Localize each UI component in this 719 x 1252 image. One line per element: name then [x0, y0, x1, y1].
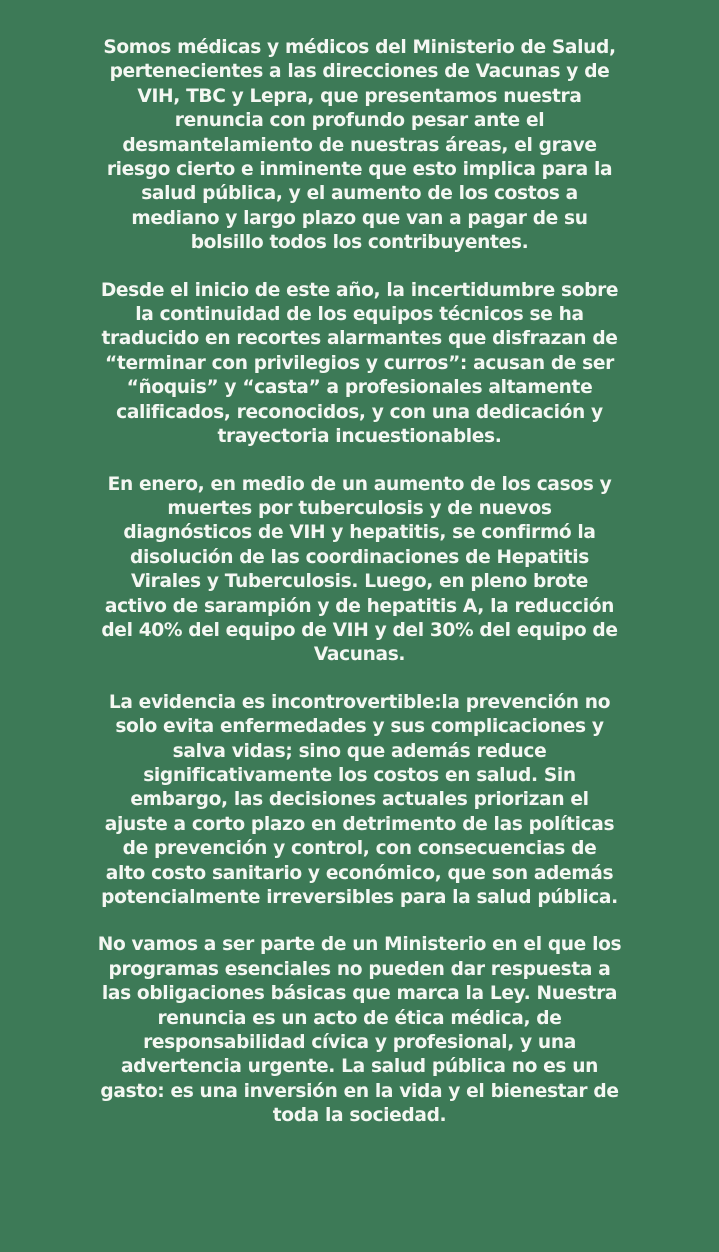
- text-line: salva vidas; sino que además reduce: [172, 740, 547, 762]
- text-line: ajuste a corto plazo en detrimento de las políticas: [104, 813, 615, 835]
- text-line: programas esenciales no pueden dar respuesta a: [108, 958, 611, 980]
- text-line: “terminar con privilegios y curros”: acusan de ser: [105, 352, 614, 374]
- text-line: embargo, las decisiones actuales priorizan el: [130, 789, 589, 811]
- text-line: Desde el inicio de este año, la incertidumbre sobre: [100, 279, 619, 301]
- paragraph-evidence: [0, 691, 719, 911]
- text-line: significativamente los costos en salud. Sin: [143, 764, 576, 786]
- text-line: activo de sarampión y de hepatitis A, la reducción: [104, 595, 615, 617]
- text-line: la continuidad de los equipos técnicos se ha: [135, 304, 584, 326]
- paragraph-conclusion: [0, 933, 719, 1128]
- text-line: trayectoria incuestionables.: [217, 426, 502, 448]
- text-line: Vacunas.: [313, 644, 406, 666]
- text-line: responsabilidad cívica y profesional, y una: [143, 1032, 576, 1054]
- text-line: gasto: es una inversión en la vida y el bienestar de: [100, 1080, 619, 1102]
- text-line: VIH, TBC y Lepra, que presentamos nuestra: [137, 85, 582, 107]
- text-line: Virales y Tuberculosis. Luego, en pleno brote: [130, 571, 589, 593]
- text-line: mediano y largo plazo que van a pagar de su: [131, 207, 588, 229]
- text-line: muertes por tuberculosis y de nuevos: [167, 497, 552, 519]
- text-line: traducido en recortes alarmantes que disfrazan de: [101, 328, 618, 350]
- text-line: En enero, en medio de un aumento de los casos y: [107, 473, 612, 495]
- text-line: desmantelamiento de nuestras áreas, el grave: [122, 134, 597, 156]
- text-line: No vamos a ser parte de un Ministerio en el que los: [97, 934, 622, 956]
- text-line: las obligaciones básicas que marca la Ley. Nuestra: [101, 983, 618, 1005]
- text-line: bolsillo todos los contribuyentes.: [190, 232, 529, 254]
- paragraph-intro: [0, 36, 719, 256]
- text-line: alto costo sanitario y económico, que son además: [105, 862, 614, 884]
- text-line: advertencia urgente. La salud pública no es un: [120, 1056, 599, 1078]
- paragraph-uncertainty: [0, 279, 719, 450]
- text-line: salud pública, y el aumento de los costos a: [141, 183, 578, 205]
- resignation-letter: [0, 36, 719, 1152]
- text-line: renuncia es un acto de ética médica, de: [157, 1007, 562, 1029]
- text-line: La evidencia es incontrovertible:la prevención no: [108, 691, 611, 713]
- text-line: renuncia con profundo pesar ante el: [174, 110, 545, 132]
- text-line: calificados, reconocidos, y con una dedicación y: [116, 401, 603, 423]
- text-line: diagnósticos de VIH y hepatitis, se confirmó la: [123, 522, 596, 544]
- text-line: potencialmente irreversibles para la salud pública.: [101, 887, 618, 908]
- text-line: “ñoquis” y “casta” a profesionales altamente: [126, 377, 593, 399]
- text-line: pertenecientes a las direcciones de Vacunas y de: [109, 61, 610, 83]
- text-line: disolución de las coordinaciones de Hepatitis: [130, 546, 589, 568]
- paragraph-cuts: [0, 473, 719, 668]
- text-line: solo evita enfermedades y sus complicaciones y: [115, 716, 604, 738]
- text-line: de prevención y control, con consecuencias de: [122, 838, 597, 860]
- text-line: del 40% del equipo de VIH y del 30% del equipo de: [101, 619, 618, 641]
- text-line: toda la sociedad.: [272, 1105, 447, 1127]
- text-line: Somos médicas y médicos del Ministerio de Salud,: [103, 37, 616, 58]
- text-line: riesgo cierto e inminente que esto implica para la: [106, 159, 613, 181]
